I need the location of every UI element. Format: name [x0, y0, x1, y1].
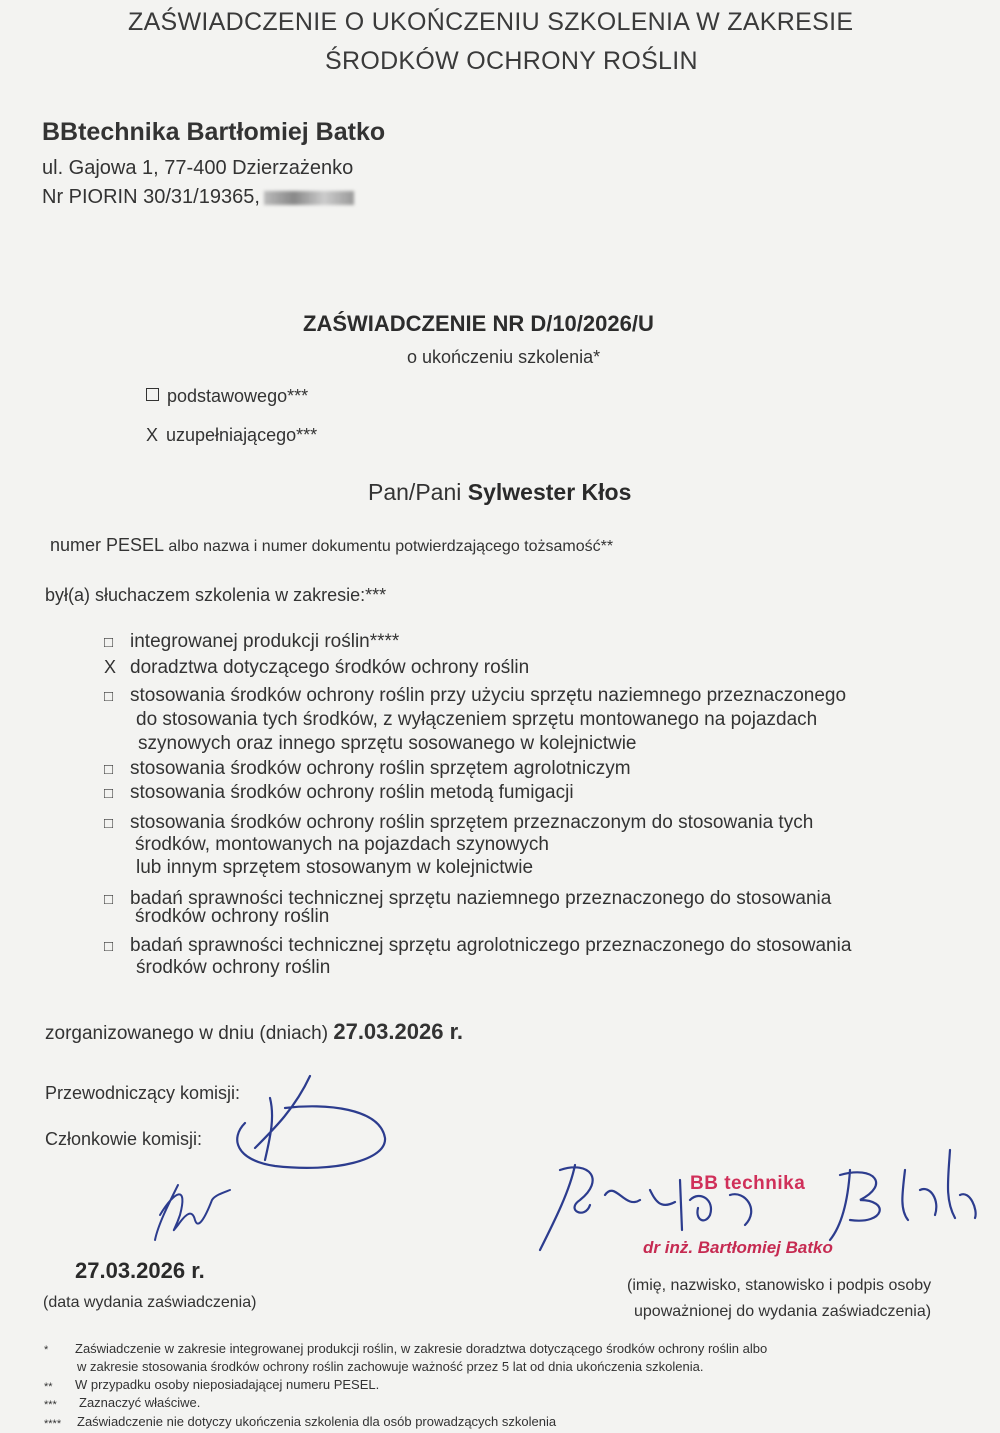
checkbox-icon: □	[104, 891, 114, 908]
footnote-text: Zaświadczenie w zakresie integrowanej produkcji roślin, w zakresie doradztwa dotyczącego środków ochrony roślin albo	[75, 1341, 768, 1356]
scope-item	[104, 934, 851, 958]
scope-item-text: stosowania środków ochrony roślin sprzętem przeznaczonym do stosowania tych	[130, 812, 814, 833]
authorized-caption-line1: (imię, nazwisko, stanowisko i podpis osoby	[627, 1277, 932, 1294]
authorized-signature	[530, 1140, 1000, 1260]
footnote-mark: *	[44, 1344, 49, 1356]
scope-item	[104, 757, 631, 781]
footnote-mark: ***	[44, 1399, 57, 1411]
certificate-subtitle: o ukończeniu szkolenia*	[407, 347, 601, 367]
issuer-piorin-text: Nr PIORIN 30/31/19365,	[42, 186, 260, 208]
scope-item-text: lub innym sprzętem stosowanym w kolejnictwie	[136, 857, 534, 878]
option-supplementary	[146, 425, 317, 446]
issuer-piorin	[42, 186, 354, 209]
pesel-suffix: albo nazwa i numer dokumentu potwierdzającego tożsamość**	[168, 538, 614, 555]
scope-item-text: stosowania środków ochrony roślin sprzętem agrolotniczym	[130, 758, 631, 779]
person-line	[368, 479, 631, 506]
scope-item-text: szynowych oraz innego sprzętu sosowanego w kolejnictwie	[138, 733, 637, 754]
document-title-line1: ZAŚWIADCZENIE O UKOŃCZENIU SZKOLENIA W ZAKRESIE	[128, 8, 854, 36]
scope-item-text: środków, montowanych na pojazdach szynowych	[135, 834, 550, 855]
commission-chair-label: Przewodniczący komisji:	[45, 1083, 241, 1103]
footnote-text: Zaznaczyć właściwe.	[79, 1395, 201, 1410]
footnote-text: w zakresie stosowania środków ochrony roślin zachowuje ważność przez 5 lat od dnia ukończenia szkolenia.	[77, 1359, 704, 1374]
organized-date: 27.03.2026 r.	[333, 1019, 464, 1044]
checkbox-icon: □	[104, 634, 114, 651]
scope-item-text: stosowania środków ochrony roślin przy użyciu sprzętu naziemnego przeznaczonego	[130, 685, 847, 706]
option-supplementary-label: uzupełniającego***	[166, 425, 318, 445]
option-basic-label: podstawowego***	[167, 386, 309, 406]
scope-item	[104, 811, 813, 835]
person-stamp: dr inż. Bartłomiej Batko	[643, 1238, 833, 1257]
organized-line	[45, 1019, 463, 1045]
checkbox-icon: □	[104, 785, 114, 802]
footnote-mark: **	[44, 1381, 53, 1393]
scope-item-text: środków ochrony roślin	[136, 957, 331, 978]
organized-label: zorganizowanego w dniu (dniach)	[45, 1023, 329, 1044]
member-signature	[150, 1180, 240, 1250]
commission-members-label: Członkowie komisji:	[45, 1129, 203, 1149]
company-stamp: BB technika	[690, 1173, 806, 1194]
pesel-line	[50, 535, 613, 556]
unchecked-box-icon	[146, 388, 159, 401]
x-mark-icon: X	[146, 425, 159, 445]
scope-item-text: badań sprawności technicznej sprzętu naziemnego przeznaczonego do stosowania	[130, 888, 832, 909]
scope-item	[104, 630, 399, 654]
document-title-line2: ŚRODKÓW OCHRONY ROŚLIN	[325, 47, 698, 75]
scope-item-text: do stosowania tych środków, z wyłączeniem sprzętu montowanego na pojazdach	[136, 709, 818, 730]
checkbox-icon: □	[104, 688, 114, 705]
footnote-mark: ****	[44, 1418, 62, 1430]
issuer-name: BBtechnika Bartłomiej Batko	[42, 118, 386, 146]
scope-item-text: doradztwa dotyczącego środków ochrony roślin	[130, 657, 530, 678]
certificate-number: ZAŚWIADCZENIE NR D/10/2026/U	[303, 311, 654, 336]
chair-signature	[215, 1068, 405, 1178]
scope-item-text: integrowanej produkcji roślin****	[130, 631, 400, 652]
scope-heading: był(a) słuchaczem szkolenia w zakresie:***	[45, 585, 387, 605]
person-name: Sylwester Kłos	[467, 479, 632, 505]
issue-date-caption: (data wydania zaświadczenia)	[43, 1294, 257, 1311]
footnote-text: Zaświadczenie nie dotyczy ukończenia szkolenia dla osób prowadzących szkolenia	[77, 1414, 557, 1429]
checkbox-icon: □	[104, 815, 114, 832]
scope-item	[104, 684, 846, 708]
scope-item-checked	[104, 656, 529, 679]
checkbox-icon: □	[104, 938, 114, 955]
issue-date: 27.03.2026 r.	[75, 1258, 205, 1283]
scope-item-text: środków ochrony roślin	[135, 906, 330, 927]
issuer-address: ul. Gajowa 1, 77-400 Dzierzażenko	[42, 157, 354, 179]
person-prefix: Pan/Pani	[368, 479, 462, 505]
redacted-number	[264, 191, 354, 205]
x-mark-icon: X	[104, 657, 117, 677]
authorized-caption-line2: upoważnionej do wydania zaświadczenia)	[634, 1303, 932, 1320]
scope-item-text: stosowania środków ochrony roślin metodą fumigacji	[130, 782, 574, 803]
pesel-label: numer PESEL	[50, 535, 164, 555]
checkbox-icon: □	[104, 761, 114, 778]
option-basic	[146, 386, 308, 407]
scope-item-text: badań sprawności technicznej sprzętu agrolotniczego przeznaczonego do stosowania	[130, 935, 852, 956]
footnote-text: W przypadku osoby nieposiadającej numeru PESEL.	[75, 1377, 380, 1392]
scope-item	[104, 781, 574, 805]
